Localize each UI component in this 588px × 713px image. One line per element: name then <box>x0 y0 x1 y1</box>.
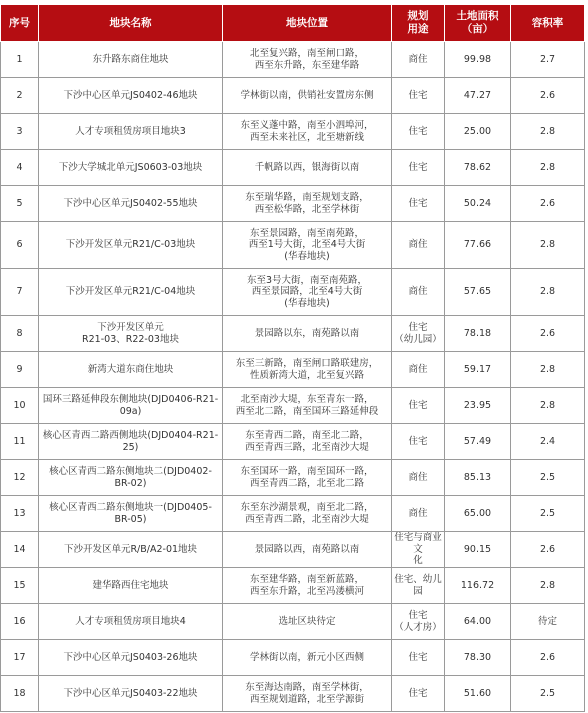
cell-parcel-name <box>39 114 223 150</box>
cell-planned-use <box>392 640 445 676</box>
cell-land-area: 65.00 <box>445 496 511 532</box>
header-serial-no-text: 序号 <box>9 16 30 29</box>
cell-parcel-location-line: 东至建华路，南至新蓝路， <box>249 574 364 585</box>
header-planned-use-text: 用途 <box>407 23 429 35</box>
cell-planned-use-line: 商住 <box>408 507 428 519</box>
cell-parcel-name-line: 09a) <box>119 405 142 417</box>
cell-parcel-name-line: 核心区青西二路东侧地块一(DJD0405- <box>49 502 212 513</box>
cell-parcel-location-line: 东至国环一路，南至国环一路， <box>240 466 374 477</box>
header-land-area <box>445 5 511 42</box>
cell-plot-ratio: 2.8 <box>511 388 585 424</box>
cell-land-area: 78.62 <box>445 150 511 186</box>
cell-parcel-location-line: 西至东升路，东至建华路 <box>254 59 360 71</box>
table-header-row <box>1 5 585 42</box>
cell-parcel-name <box>39 568 223 604</box>
cell-planned-use <box>392 186 445 222</box>
cell-parcel-location-line: 西至规划道路，北至学源街 <box>249 693 364 705</box>
cell-planned-use-line: 住宅 <box>408 435 428 447</box>
cell-serial-no: 16 <box>1 604 39 640</box>
cell-land-area: 78.18 <box>445 316 511 352</box>
cell-parcel-name <box>39 150 223 186</box>
table-row <box>1 222 585 269</box>
cell-land-area: 116.72 <box>445 568 511 604</box>
cell-parcel-name-line: R21-03、R22-03地块 <box>82 333 179 345</box>
cell-land-area: 77.66 <box>445 222 511 269</box>
cell-parcel-location <box>223 388 392 424</box>
cell-planned-use-line: 住宅 <box>408 125 428 137</box>
cell-parcel-name <box>39 352 223 388</box>
cell-parcel-location-line: 学林街以南，新元小区西侧 <box>249 651 364 663</box>
table-body <box>1 42 585 712</box>
table-row <box>1 114 585 150</box>
cell-parcel-name-line: BR-02) <box>114 477 147 489</box>
cell-parcel-location <box>223 460 392 496</box>
cell-parcel-name-line: 25) <box>122 441 139 453</box>
cell-parcel-name <box>39 222 223 269</box>
cell-plot-ratio: 2.6 <box>511 186 585 222</box>
cell-serial-no: 13 <box>1 496 39 532</box>
cell-parcel-name <box>39 676 223 712</box>
cell-serial-no: 4 <box>1 150 39 186</box>
cell-parcel-name-line: 下沙开发区单元 <box>97 322 164 333</box>
table-row <box>1 604 585 640</box>
cell-plot-ratio: 2.5 <box>511 496 585 532</box>
cell-parcel-location-line: 北至南沙大堤，东至青东一路， <box>240 394 374 405</box>
cell-parcel-name-line: 核心区青西二路东侧地块二(DJD0402- <box>49 466 212 477</box>
cell-parcel-name <box>39 640 223 676</box>
cell-parcel-name <box>39 316 223 352</box>
cell-parcel-location-line: 学林街以南，供销社安置房东侧 <box>240 89 374 101</box>
cell-serial-no: 15 <box>1 568 39 604</box>
table-row <box>1 269 585 316</box>
table-row <box>1 496 585 532</box>
cell-planned-use <box>392 424 445 460</box>
cell-planned-use <box>392 496 445 532</box>
table-row <box>1 78 585 114</box>
cell-planned-use-line: 住宅 <box>408 651 428 663</box>
table-row <box>1 424 585 460</box>
cell-parcel-name <box>39 424 223 460</box>
cell-parcel-location-line: 西至1号大街，北至4号大街 <box>248 239 366 251</box>
cell-planned-use <box>392 42 445 78</box>
cell-parcel-name <box>39 78 223 114</box>
cell-serial-no: 9 <box>1 352 39 388</box>
cell-parcel-location-line: 东至青西二路，南至北二路， <box>245 430 369 441</box>
cell-planned-use-line: 住宅 <box>408 322 428 333</box>
cell-parcel-location <box>223 78 392 114</box>
cell-planned-use-line: 化 <box>413 555 423 567</box>
cell-land-area: 47.27 <box>445 78 511 114</box>
cell-parcel-location-line: 选址区块待定 <box>278 615 336 627</box>
cell-parcel-location <box>223 316 392 352</box>
cell-parcel-name <box>39 42 223 78</box>
cell-plot-ratio: 2.5 <box>511 460 585 496</box>
table-row <box>1 388 585 424</box>
cell-parcel-name-line: 下沙中心区单元JS0402-55地块 <box>63 197 198 209</box>
cell-serial-no: 17 <box>1 640 39 676</box>
cell-plot-ratio: 2.8 <box>511 114 585 150</box>
cell-serial-no: 18 <box>1 676 39 712</box>
cell-plot-ratio: 2.6 <box>511 640 585 676</box>
cell-parcel-location-line: 东至海达南路，南至学林街， <box>245 682 369 693</box>
cell-parcel-location <box>223 424 392 460</box>
header-serial-no <box>1 5 39 42</box>
cell-parcel-location-line: 西至青西三路，北至南沙大堤 <box>245 441 369 453</box>
land-parcel-table <box>0 4 585 712</box>
cell-land-area: 50.24 <box>445 186 511 222</box>
cell-plot-ratio: 2.6 <box>511 316 585 352</box>
cell-parcel-location-line: 西至北二路，南至国环三路延伸段 <box>235 405 379 417</box>
cell-parcel-name <box>39 388 223 424</box>
table-row <box>1 676 585 712</box>
cell-land-area: 90.15 <box>445 532 511 568</box>
cell-parcel-location-line: 东至瑞华路，南至规划支路， <box>245 192 369 203</box>
cell-serial-no: 8 <box>1 316 39 352</box>
cell-planned-use-line: 住宅与商业文 <box>394 532 442 555</box>
cell-parcel-location-line: 千帆路以西，银海街以南 <box>254 161 360 173</box>
land-parcel-table-container <box>0 4 588 712</box>
cell-parcel-location <box>223 676 392 712</box>
cell-plot-ratio: 2.4 <box>511 424 585 460</box>
cell-planned-use <box>392 150 445 186</box>
cell-planned-use <box>392 460 445 496</box>
header-land-area-text: 土地面积 <box>456 10 499 22</box>
cell-serial-no: 14 <box>1 532 39 568</box>
cell-parcel-location <box>223 269 392 316</box>
cell-serial-no: 11 <box>1 424 39 460</box>
cell-land-area: 57.49 <box>445 424 511 460</box>
cell-parcel-location-line: (华春地块) <box>284 297 330 309</box>
cell-land-area: 25.00 <box>445 114 511 150</box>
cell-planned-use <box>392 676 445 712</box>
header-plot-ratio-text: 容积率 <box>531 16 564 29</box>
cell-parcel-location-line: 东至义蓬中路，南至小泗埠河， <box>240 120 374 131</box>
cell-parcel-location <box>223 496 392 532</box>
cell-planned-use <box>392 532 445 568</box>
cell-parcel-name <box>39 460 223 496</box>
cell-parcel-location <box>223 604 392 640</box>
table-row <box>1 460 585 496</box>
cell-planned-use <box>392 114 445 150</box>
cell-parcel-name <box>39 604 223 640</box>
cell-land-area: 23.95 <box>445 388 511 424</box>
cell-planned-use <box>392 604 445 640</box>
cell-parcel-location-line: 景园路以西，南苑路以南 <box>254 543 360 555</box>
cell-serial-no: 10 <box>1 388 39 424</box>
cell-planned-use <box>392 316 445 352</box>
cell-parcel-name-line: 下沙大学城北单元JS0603-03地块 <box>58 161 203 173</box>
cell-parcel-location-line: 东至三新路，南至闸口路联建房， <box>235 358 379 369</box>
header-parcel-location-text: 地块位置 <box>286 16 328 29</box>
header-land-area-text: （亩） <box>461 23 494 35</box>
cell-parcel-location-line: 东至景园路，南至南苑路， <box>249 227 364 239</box>
cell-planned-use-line: 住宅 <box>408 610 428 621</box>
cell-parcel-name-line: 下沙开发区单元R21/C-04地块 <box>65 286 196 298</box>
cell-planned-use <box>392 222 445 269</box>
cell-parcel-location-line: 景园路以东，南苑路以南 <box>254 327 360 339</box>
cell-parcel-location <box>223 640 392 676</box>
cell-parcel-name-line: 人才专项租赁房项目地块4 <box>75 615 186 627</box>
cell-parcel-name <box>39 532 223 568</box>
cell-parcel-name <box>39 496 223 532</box>
cell-parcel-location <box>223 150 392 186</box>
table-row <box>1 316 585 352</box>
cell-parcel-location <box>223 352 392 388</box>
cell-land-area: 59.17 <box>445 352 511 388</box>
cell-planned-use-line: 商住 <box>408 471 428 483</box>
cell-parcel-location-line: 西至青西二路，北至南沙大堤 <box>245 513 369 525</box>
cell-parcel-name-line: 下沙开发区单元R21/C-03地块 <box>65 239 196 251</box>
cell-parcel-location-line: 性质新湾大道，北至复兴路 <box>249 369 364 381</box>
cell-parcel-location-line: 西至未来社区，北至塘新线 <box>249 131 364 143</box>
cell-plot-ratio: 2.8 <box>511 352 585 388</box>
cell-planned-use-line: （幼儿园） <box>394 333 442 345</box>
header-planned-use-text: 规划 <box>407 10 429 22</box>
cell-planned-use-line: 住宅 <box>408 197 428 209</box>
cell-parcel-name-line: 东升路东商住地块 <box>92 53 169 65</box>
cell-parcel-location <box>223 532 392 568</box>
cell-planned-use <box>392 352 445 388</box>
cell-parcel-name <box>39 186 223 222</box>
cell-plot-ratio: 待定 <box>511 604 585 640</box>
cell-planned-use-line: 商住 <box>408 363 428 375</box>
cell-parcel-location <box>223 114 392 150</box>
cell-serial-no: 5 <box>1 186 39 222</box>
cell-plot-ratio: 2.7 <box>511 42 585 78</box>
header-planned-use <box>392 5 445 42</box>
cell-parcel-name-line: BR-05) <box>114 513 147 525</box>
cell-planned-use-line: 住宅 <box>408 687 428 699</box>
cell-parcel-location <box>223 42 392 78</box>
cell-land-area: 99.98 <box>445 42 511 78</box>
cell-plot-ratio: 2.6 <box>511 78 585 114</box>
cell-serial-no: 7 <box>1 269 39 316</box>
cell-plot-ratio: 2.6 <box>511 532 585 568</box>
header-parcel-location <box>223 5 392 42</box>
header-plot-ratio <box>511 5 585 42</box>
cell-plot-ratio: 2.8 <box>511 568 585 604</box>
cell-planned-use <box>392 78 445 114</box>
cell-planned-use <box>392 568 445 604</box>
cell-land-area: 85.13 <box>445 460 511 496</box>
cell-plot-ratio: 2.8 <box>511 222 585 269</box>
cell-land-area: 57.65 <box>445 269 511 316</box>
cell-plot-ratio: 2.8 <box>511 150 585 186</box>
cell-planned-use-line: （人才房） <box>394 621 442 633</box>
cell-serial-no: 3 <box>1 114 39 150</box>
cell-planned-use-line: 住宅 <box>408 399 428 411</box>
cell-serial-no: 2 <box>1 78 39 114</box>
table-row <box>1 640 585 676</box>
cell-parcel-name-line: 核心区青西二路西侧地块(DJD0404-R21- <box>42 430 219 441</box>
cell-parcel-name-line: 下沙中心区单元JS0403-22地块 <box>63 687 198 699</box>
cell-parcel-location <box>223 186 392 222</box>
cell-planned-use <box>392 269 445 316</box>
cell-serial-no: 12 <box>1 460 39 496</box>
table-row <box>1 568 585 604</box>
cell-parcel-location-line: (华春地块) <box>284 250 330 262</box>
cell-planned-use <box>392 388 445 424</box>
cell-parcel-location-line: 北至复兴路，南至闸口路， <box>249 48 364 59</box>
table-row <box>1 150 585 186</box>
cell-planned-use-line: 住宅、幼儿园 <box>394 574 442 597</box>
cell-parcel-location-line: 东至3号大街，南至南苑路， <box>246 274 368 286</box>
cell-planned-use-line: 商住 <box>408 239 428 251</box>
table-row <box>1 186 585 222</box>
cell-parcel-name-line: 人才专项租赁房项目地块3 <box>75 125 186 137</box>
cell-plot-ratio: 2.5 <box>511 676 585 712</box>
cell-parcel-location-line: 西至青西二路，北至北二路 <box>249 477 364 489</box>
table-row <box>1 532 585 568</box>
cell-parcel-location <box>223 222 392 269</box>
cell-parcel-location-line: 西至松华路，北至学林街 <box>254 203 360 215</box>
cell-land-area: 78.30 <box>445 640 511 676</box>
cell-serial-no: 1 <box>1 42 39 78</box>
table-row <box>1 352 585 388</box>
cell-serial-no: 6 <box>1 222 39 269</box>
cell-parcel-name-line: 建华路西住宅地块 <box>92 579 169 591</box>
cell-planned-use-line: 住宅 <box>408 89 428 101</box>
cell-plot-ratio: 2.8 <box>511 269 585 316</box>
cell-parcel-name-line: 下沙开发区单元R/B/A2-01地块 <box>63 543 198 555</box>
cell-planned-use-line: 商住 <box>408 286 428 298</box>
header-parcel-name-text: 地块名称 <box>109 16 152 29</box>
cell-parcel-location-line: 东至东沙湖景观，南至北二路， <box>240 502 374 513</box>
cell-parcel-name-line: 国环三路延伸段东侧地块(DJD0406-R21- <box>42 394 219 405</box>
cell-parcel-location <box>223 568 392 604</box>
cell-parcel-name-line: 下沙中心区单元JS0403-26地块 <box>63 651 198 663</box>
cell-land-area: 51.60 <box>445 676 511 712</box>
table-row <box>1 42 585 78</box>
cell-parcel-name-line: 新湾大道东商住地块 <box>87 363 174 375</box>
cell-land-area: 64.00 <box>445 604 511 640</box>
cell-parcel-location-line: 西至东升路，北至冯溇横河 <box>249 585 364 597</box>
cell-planned-use-line: 商住 <box>408 53 428 65</box>
cell-parcel-name <box>39 269 223 316</box>
cell-parcel-location-line: 西至景园路，北至4号大街 <box>251 286 363 298</box>
cell-planned-use-line: 住宅 <box>408 161 428 173</box>
header-parcel-name <box>39 5 223 42</box>
cell-parcel-name-line: 下沙中心区单元JS0402-46地块 <box>63 89 198 101</box>
